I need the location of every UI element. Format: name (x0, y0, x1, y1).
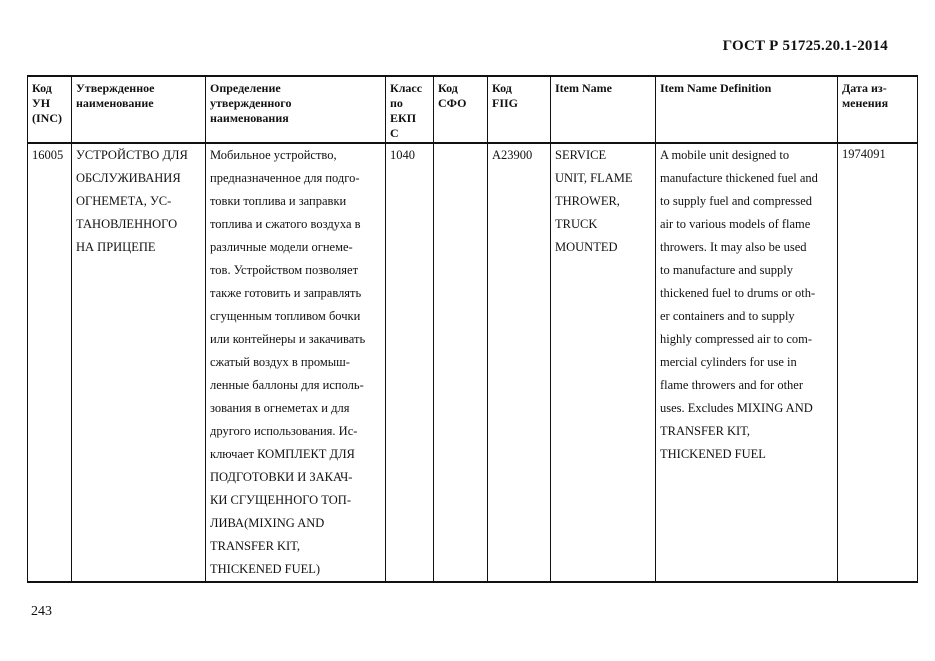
header-item-definition: Item Name Definition (656, 76, 838, 143)
cell-sfo (434, 143, 488, 582)
nomenclature-table (27, 75, 918, 583)
header-class: Класс по ЕКП С (386, 76, 434, 143)
cell-inc: 16005 (28, 143, 72, 582)
header-fiig: Код FIIG (488, 76, 551, 143)
cell-definition: Мобильное устройство, предназначенное для подго- товки топлива и заправки топлива и сжатого воздуха в различные модели огнеме- тов. Устройством позволяет также готовить и заправлять сгущенным топливом бочки или контейнеры и закачивать сжатый воздух в промыш- ленные баллоны для исполь- зования в огнеметах и для другого использования. Ис- ключает КОМПЛЕКТ ДЛЯ ПОДГОТОВКИ И ЗАКАЧ- КИ СГУЩЕННОГО ТОП- ЛИВА(MIXING AND TRANSFER KIT, THICKENED FUEL) (206, 143, 386, 582)
cell-change-date: 1974091 (838, 143, 918, 582)
document-code: ГОСТ Р 51725.20.1-2014 (722, 38, 888, 54)
header-approved-name: Утвержденное наименование (72, 76, 206, 143)
table-row (28, 143, 918, 582)
header-change-date: Дата из- менения (838, 76, 918, 143)
page-number: 243 (31, 604, 52, 619)
cell-item-name: SERVICE UNIT, FLAME THROWER, TRUCK MOUNTED (551, 143, 656, 582)
header-inc: Код УН (INC) (28, 76, 72, 143)
cell-fiig: A23900 (488, 143, 551, 582)
cell-item-definition: A mobile unit designed to manufacture thickened fuel and to supply fuel and compressed air to various models of flame throwers. It may also be used to manufacture and supply thickened fuel to drums or oth- er containers and to supply highly compressed air to com- mercial cylinders for use in flame throwers and for other uses. Excludes MIXING AND TRANSFER KIT, THICKENED FUEL (656, 143, 838, 582)
header-definition: Определение утвержденного наименования (206, 76, 386, 143)
cell-approved-name: УСТРОЙСТВО ДЛЯ ОБСЛУЖИВАНИЯ ОГНЕМЕТА, УС- ТАНОВЛЕННОГО НА ПРИЦЕПЕ (72, 143, 206, 582)
header-sfo: Код СФО (434, 76, 488, 143)
header-item-name: Item Name (551, 76, 656, 143)
cell-class: 1040 (386, 143, 434, 582)
table-header-row (28, 76, 918, 143)
